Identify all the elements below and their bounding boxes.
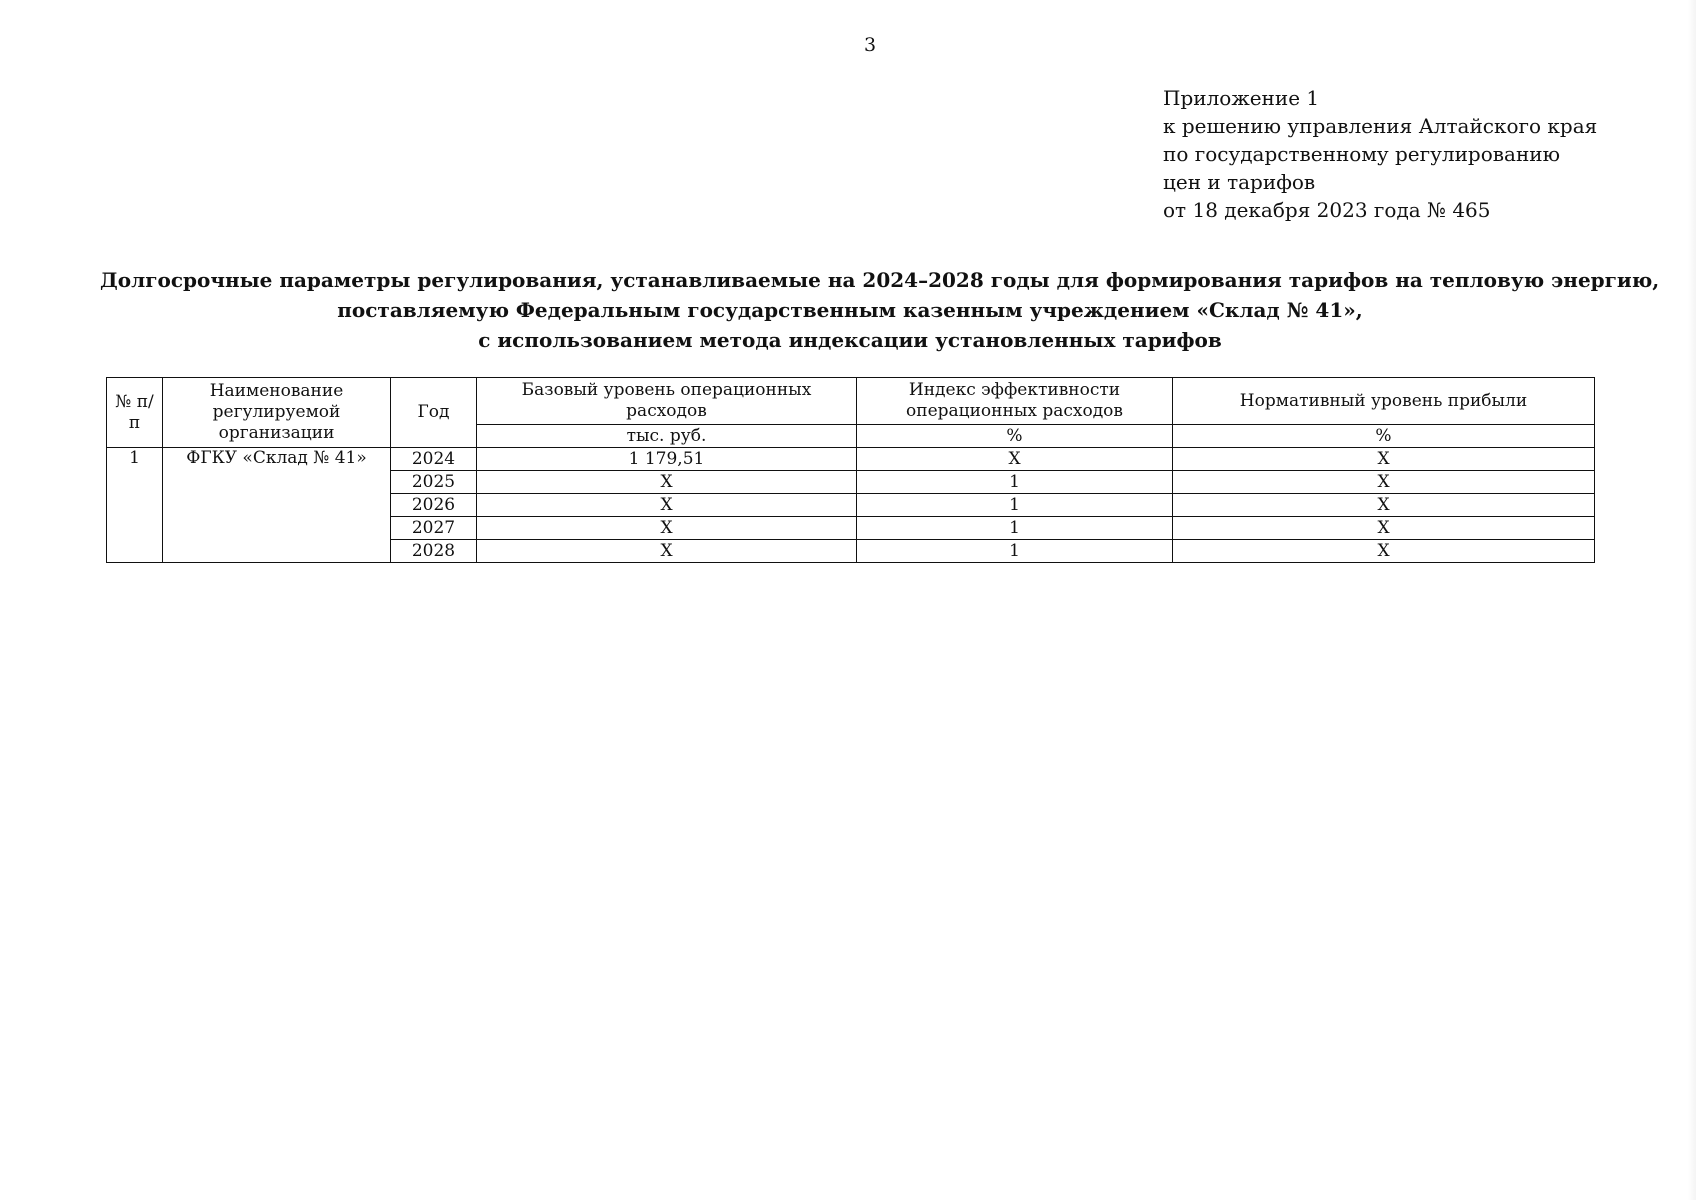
title-line: с использованием метода индексации установленных тарифов xyxy=(478,328,1222,352)
cell-base: Х xyxy=(477,517,857,540)
table-header-row xyxy=(107,378,1595,425)
unit-base: тыс. руб. xyxy=(477,425,857,448)
parameters-table xyxy=(106,377,1595,563)
cell-profit: Х xyxy=(1173,517,1595,540)
title-line: поставляемую Федеральным государственным казенным учреждением «Склад № 41», xyxy=(337,298,1363,322)
cell-year: 2026 xyxy=(391,494,477,517)
cell-profit: Х xyxy=(1173,471,1595,494)
header-efficiency-index: Индекс эффективности операционных расходов xyxy=(857,378,1173,425)
cell-year: 2028 xyxy=(391,540,477,563)
cell-profit: Х xyxy=(1173,448,1595,471)
header-num: № п/п xyxy=(107,378,163,448)
cell-index: Х xyxy=(857,448,1173,471)
cell-profit: Х xyxy=(1173,540,1595,563)
unit-profit: % xyxy=(1173,425,1595,448)
scan-edge-shadow xyxy=(1688,0,1696,1200)
header-profit-level: Нормативный уровень прибыли xyxy=(1173,378,1595,425)
cell-year: 2027 xyxy=(391,517,477,540)
cell-index: 1 xyxy=(857,494,1173,517)
appendix-line: цен и тарифов xyxy=(1163,170,1316,194)
appendix-line: к решению управления Алтайского края xyxy=(1163,114,1598,138)
cell-base: Х xyxy=(477,471,857,494)
cell-profit: Х xyxy=(1173,494,1595,517)
parameters-table-wrapper xyxy=(106,377,1594,563)
cell-base: Х xyxy=(477,540,857,563)
document-title xyxy=(100,265,1660,355)
cell-org-num: 1 xyxy=(107,448,163,563)
title-line: Долгосрочные параметры регулирования, устанавливаемые на 2024–2028 годы для формирования тарифов на тепловую энергию, xyxy=(100,268,1660,292)
cell-index: 1 xyxy=(857,471,1173,494)
appendix-line: Приложение 1 xyxy=(1163,86,1320,110)
table-row xyxy=(107,448,1595,471)
cell-index: 1 xyxy=(857,540,1173,563)
appendix-line: от 18 декабря 2023 года № 465 xyxy=(1163,198,1491,222)
page-number: 3 xyxy=(863,34,877,56)
cell-index: 1 xyxy=(857,517,1173,540)
cell-base: 1 179,51 xyxy=(477,448,857,471)
appendix-line: по государственному регулированию xyxy=(1163,142,1561,166)
header-year: Год xyxy=(391,378,477,448)
header-base-level: Базовый уровень операционных расходов xyxy=(477,378,857,425)
appendix-block xyxy=(1163,84,1597,224)
header-organization: Наименование регулируемой организации xyxy=(163,378,391,448)
cell-year: 2024 xyxy=(391,448,477,471)
cell-year: 2025 xyxy=(391,471,477,494)
unit-index: % xyxy=(857,425,1173,448)
cell-org-name: ФГКУ «Склад № 41» xyxy=(163,448,391,563)
cell-base: Х xyxy=(477,494,857,517)
